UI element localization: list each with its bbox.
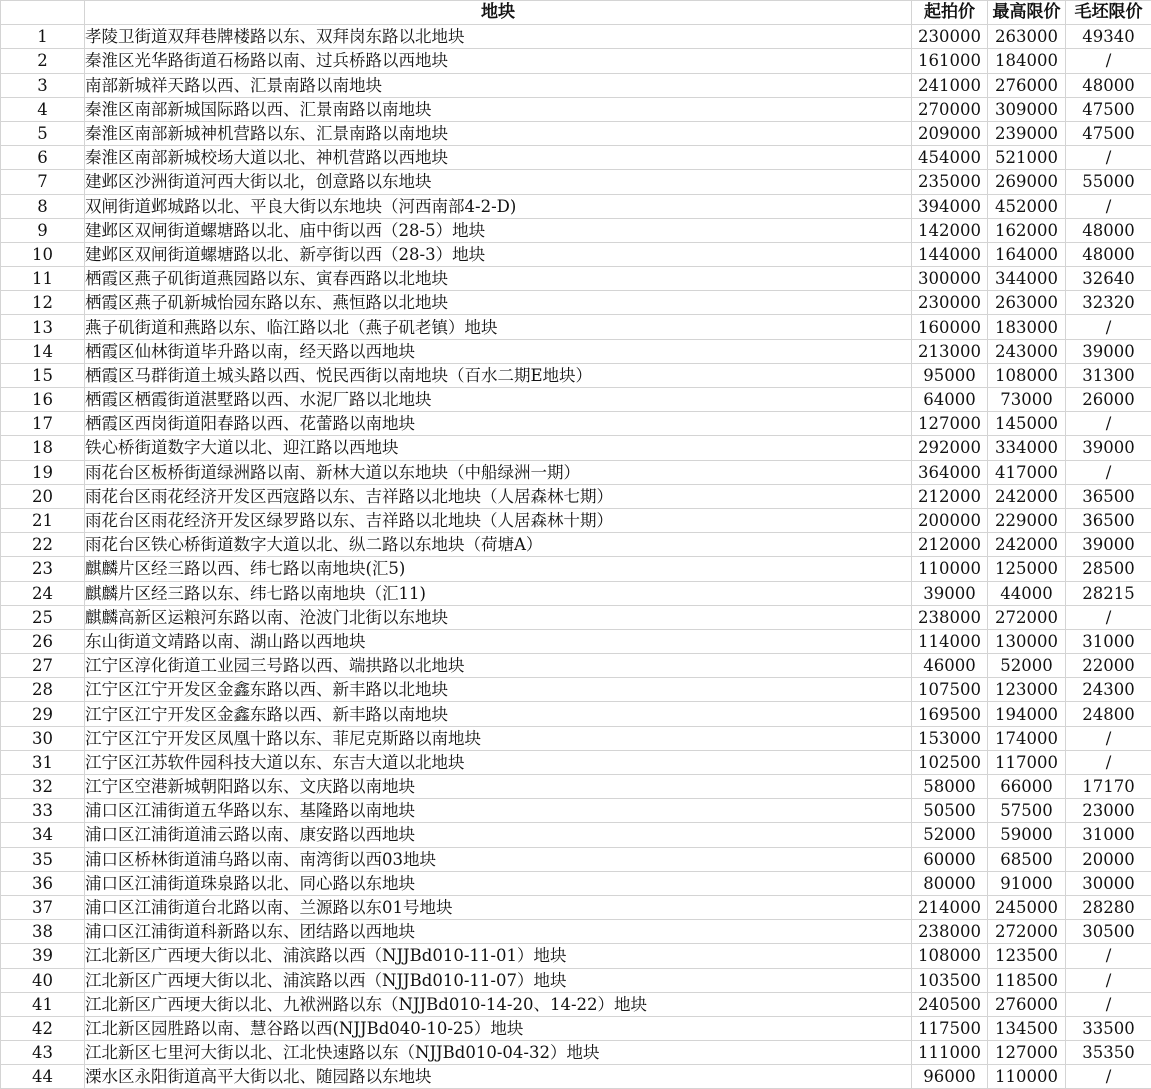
plot-name-cell[interactable]: 栖霞区燕子矶街道燕园路以东、寅春西路以北地块 [85, 267, 912, 291]
rough-price-cell[interactable]: / [1066, 460, 1151, 484]
plot-name-cell[interactable]: 秦淮区南部新城国际路以西、汇景南路以南地块 [85, 97, 912, 121]
max-price-cell[interactable]: 117000 [988, 750, 1066, 774]
rough-price-cell[interactable]: 36500 [1066, 508, 1151, 532]
row-index[interactable]: 36 [1, 871, 85, 895]
table-row [1, 218, 1151, 242]
max-price-cell[interactable]: 123000 [988, 678, 1066, 702]
row-index[interactable]: 12 [1, 291, 85, 315]
rough-price-cell[interactable]: 22000 [1066, 654, 1151, 678]
rough-price-cell[interactable]: 31000 [1066, 629, 1151, 653]
max-price-cell[interactable]: 183000 [988, 315, 1066, 339]
table-row [1, 146, 1151, 170]
start-price-cell[interactable]: 144000 [912, 242, 988, 266]
row-index[interactable]: 28 [1, 678, 85, 702]
row-index[interactable]: 40 [1, 968, 85, 992]
start-price-cell[interactable]: 230000 [912, 291, 988, 315]
plot-name-cell[interactable]: 栖霞区仙林街道毕升路以南，经天路以西地块 [85, 339, 912, 363]
header-plot[interactable]: 地块 [85, 1, 912, 25]
table-row [1, 315, 1151, 339]
row-index[interactable]: 39 [1, 944, 85, 968]
max-price-cell[interactable]: 110000 [988, 1065, 1066, 1089]
start-price-cell[interactable]: 153000 [912, 726, 988, 750]
table-row [1, 242, 1151, 266]
rough-price-cell[interactable]: 26000 [1066, 388, 1151, 412]
start-price-cell[interactable]: 160000 [912, 315, 988, 339]
row-index[interactable]: 9 [1, 218, 85, 242]
rough-price-cell[interactable]: 48000 [1066, 218, 1151, 242]
max-price-cell[interactable]: 68500 [988, 847, 1066, 871]
rough-price-cell[interactable]: 39000 [1066, 339, 1151, 363]
row-index[interactable]: 4 [1, 97, 85, 121]
max-price-cell[interactable]: 125000 [988, 557, 1066, 581]
table-row [1, 73, 1151, 97]
plot-name-cell[interactable]: 东山街道文靖路以南、湖山路以西地块 [85, 629, 912, 653]
max-price-cell[interactable]: 344000 [988, 267, 1066, 291]
header-row [1, 1, 1151, 25]
row-index[interactable]: 11 [1, 267, 85, 291]
start-price-cell[interactable]: 80000 [912, 871, 988, 895]
row-index[interactable]: 1 [1, 25, 85, 49]
plot-name-cell[interactable]: 雨花台区铁心桥街道数字大道以北、纵二路以东地块（荷塘A） [85, 533, 912, 557]
row-index[interactable]: 24 [1, 581, 85, 605]
rough-price-cell[interactable]: / [1066, 1065, 1151, 1089]
table-row [1, 944, 1151, 968]
plot-name-cell[interactable]: 江宁区江宁开发区凤凰十路以东、菲尼克斯路以南地块 [85, 726, 912, 750]
rough-price-cell[interactable]: 47500 [1066, 97, 1151, 121]
max-price-cell[interactable]: 130000 [988, 629, 1066, 653]
rough-price-cell[interactable]: 28215 [1066, 581, 1151, 605]
max-price-cell[interactable]: 334000 [988, 436, 1066, 460]
row-index[interactable]: 3 [1, 73, 85, 97]
plot-name-cell[interactable]: 燕子矶街道和燕路以东、临江路以北（燕子矶老镇）地块 [85, 315, 912, 339]
row-index[interactable]: 10 [1, 242, 85, 266]
plot-name-cell[interactable]: 南部新城祥天路以西、汇景南路以南地块 [85, 73, 912, 97]
start-price-cell[interactable]: 107500 [912, 678, 988, 702]
rough-price-cell[interactable]: 48000 [1066, 242, 1151, 266]
plot-name-cell[interactable]: 麒麟片区经三路以东、纬七路以南地块（汇11) [85, 581, 912, 605]
row-index[interactable]: 20 [1, 484, 85, 508]
row-index[interactable]: 22 [1, 533, 85, 557]
start-price-cell[interactable]: 114000 [912, 629, 988, 653]
plot-name-cell[interactable]: 溧水区永阳街道高平大街以北、随园路以东地块 [85, 1065, 912, 1089]
max-price-cell[interactable]: 242000 [988, 484, 1066, 508]
rough-price-cell[interactable]: / [1066, 49, 1151, 73]
rough-price-cell[interactable]: 30000 [1066, 871, 1151, 895]
plot-name-cell[interactable]: 江宁区淳化街道工业园三号路以西、端拱路以北地块 [85, 654, 912, 678]
rough-price-cell[interactable]: / [1066, 968, 1151, 992]
table-row [1, 968, 1151, 992]
max-price-cell[interactable]: 108000 [988, 363, 1066, 387]
max-price-cell[interactable]: 184000 [988, 49, 1066, 73]
plot-name-cell[interactable]: 雨花台区板桥街道绿洲路以南、新林大道以东地块（中船绿洲一期） [85, 460, 912, 484]
rough-price-cell[interactable]: / [1066, 726, 1151, 750]
table-row [1, 170, 1151, 194]
max-price-cell[interactable]: 127000 [988, 1041, 1066, 1065]
plot-name-cell[interactable]: 孝陵卫街道双拜巷牌楼路以东、双拜岗东路以北地块 [85, 25, 912, 49]
start-price-cell[interactable]: 300000 [912, 267, 988, 291]
rough-price-cell[interactable]: 24300 [1066, 678, 1151, 702]
rough-price-cell[interactable]: 48000 [1066, 73, 1151, 97]
plot-name-cell[interactable]: 秦淮区南部新城神机营路以东、汇景南路以南地块 [85, 121, 912, 145]
start-price-cell[interactable]: 240500 [912, 992, 988, 1016]
plot-name-cell[interactable]: 浦口区江浦街道科新路以东、团结路以西地块 [85, 920, 912, 944]
plot-name-cell[interactable]: 江北新区广西埂大街以北、九袱洲路以东（NJJBd010-14-20、14-22）地块 [85, 992, 912, 1016]
row-index[interactable]: 44 [1, 1065, 85, 1089]
rough-price-cell[interactable]: 23000 [1066, 799, 1151, 823]
rough-price-cell[interactable]: 36500 [1066, 484, 1151, 508]
plot-name-cell[interactable]: 雨花台区雨花经济开发区西寇路以东、吉祥路以北地块（人居森林七期） [85, 484, 912, 508]
plot-name-cell[interactable]: 铁心桥街道数字大道以北、迎江路以西地块 [85, 436, 912, 460]
table-row [1, 775, 1151, 799]
table-row [1, 484, 1151, 508]
rough-price-cell[interactable]: 49340 [1066, 25, 1151, 49]
table-row [1, 992, 1151, 1016]
max-price-cell[interactable]: 245000 [988, 895, 1066, 919]
max-price-cell[interactable]: 118500 [988, 968, 1066, 992]
max-price-cell[interactable]: 417000 [988, 460, 1066, 484]
row-index[interactable]: 16 [1, 388, 85, 412]
row-index[interactable]: 29 [1, 702, 85, 726]
table-row [1, 726, 1151, 750]
max-price-cell[interactable]: 239000 [988, 121, 1066, 145]
table-row [1, 436, 1151, 460]
plot-name-cell[interactable]: 建邺区双闸街道螺塘路以北、新亭街以西（28-3）地块 [85, 242, 912, 266]
table-row [1, 605, 1151, 629]
start-price-cell[interactable]: 111000 [912, 1041, 988, 1065]
row-index[interactable]: 26 [1, 629, 85, 653]
row-index[interactable]: 33 [1, 799, 85, 823]
rough-price-cell[interactable]: 32320 [1066, 291, 1151, 315]
plot-name-cell[interactable]: 栖霞区燕子矶新城怡园东路以东、燕恒路以北地块 [85, 291, 912, 315]
plot-name-cell[interactable]: 江宁区空港新城朝阳路以东、文庆路以南地块 [85, 775, 912, 799]
table-row [1, 678, 1151, 702]
plot-name-cell[interactable]: 浦口区桥林街道浦乌路以南、南湾街以西03地块 [85, 847, 912, 871]
table-row [1, 799, 1151, 823]
header-start-price[interactable]: 起拍价 [912, 1, 988, 25]
start-price-cell[interactable]: 292000 [912, 436, 988, 460]
table-row [1, 533, 1151, 557]
row-index[interactable]: 31 [1, 750, 85, 774]
row-index[interactable]: 14 [1, 339, 85, 363]
start-price-cell[interactable]: 96000 [912, 1065, 988, 1089]
plot-name-cell[interactable]: 栖霞区马群街道土城头路以西、悦民西街以南地块（百水二期E地块） [85, 363, 912, 387]
max-price-cell[interactable]: 145000 [988, 412, 1066, 436]
start-price-cell[interactable]: 58000 [912, 775, 988, 799]
table-row [1, 194, 1151, 218]
max-price-cell[interactable]: 269000 [988, 170, 1066, 194]
row-index[interactable]: 27 [1, 654, 85, 678]
rough-price-cell[interactable]: / [1066, 605, 1151, 629]
start-price-cell[interactable]: 103500 [912, 968, 988, 992]
row-index[interactable]: 37 [1, 895, 85, 919]
start-price-cell[interactable]: 60000 [912, 847, 988, 871]
max-price-cell[interactable]: 91000 [988, 871, 1066, 895]
row-index[interactable]: 35 [1, 847, 85, 871]
header-index[interactable] [1, 1, 85, 25]
rough-price-cell[interactable]: 31000 [1066, 823, 1151, 847]
max-price-cell[interactable]: 162000 [988, 218, 1066, 242]
max-price-cell[interactable]: 272000 [988, 920, 1066, 944]
rough-price-cell[interactable]: 39000 [1066, 533, 1151, 557]
row-index[interactable]: 34 [1, 823, 85, 847]
table-row [1, 363, 1151, 387]
max-price-cell[interactable]: 174000 [988, 726, 1066, 750]
table-row [1, 920, 1151, 944]
rough-price-cell[interactable]: 35350 [1066, 1041, 1151, 1065]
table-row [1, 557, 1151, 581]
row-index[interactable]: 2 [1, 49, 85, 73]
table-row [1, 871, 1151, 895]
start-price-cell[interactable]: 64000 [912, 388, 988, 412]
plot-name-cell[interactable]: 浦口区江浦街道浦云路以南、康安路以西地块 [85, 823, 912, 847]
max-price-cell[interactable]: 229000 [988, 508, 1066, 532]
start-price-cell[interactable]: 364000 [912, 460, 988, 484]
max-price-cell[interactable]: 276000 [988, 73, 1066, 97]
rough-price-cell[interactable]: 32640 [1066, 267, 1151, 291]
rough-price-cell[interactable]: 20000 [1066, 847, 1151, 871]
table-row [1, 1041, 1151, 1065]
max-price-cell[interactable]: 452000 [988, 194, 1066, 218]
start-price-cell[interactable]: 52000 [912, 823, 988, 847]
plot-name-cell[interactable]: 双闸街道邺城路以北、平良大街以东地块（河西南部4-2-D) [85, 194, 912, 218]
plot-name-cell[interactable]: 江宁区江宁开发区金鑫东路以西、新丰路以南地块 [85, 702, 912, 726]
table-row [1, 121, 1151, 145]
row-index[interactable]: 15 [1, 363, 85, 387]
table-row [1, 49, 1151, 73]
plot-name-cell[interactable]: 麒麟片区经三路以西、纬七路以南地块(汇5) [85, 557, 912, 581]
row-index[interactable]: 13 [1, 315, 85, 339]
table-row [1, 847, 1151, 871]
max-price-cell[interactable]: 263000 [988, 25, 1066, 49]
plot-name-cell[interactable]: 江北新区七里河大街以北、江北快速路以东（NJJBd010-04-32）地块 [85, 1041, 912, 1065]
rough-price-cell[interactable]: 24800 [1066, 702, 1151, 726]
table-row [1, 654, 1151, 678]
plot-name-cell[interactable]: 江北新区园胜路以南、慧谷路以西(NJJBd040-10-25）地块 [85, 1016, 912, 1040]
row-index[interactable]: 21 [1, 508, 85, 532]
rough-price-cell[interactable]: / [1066, 194, 1151, 218]
table-row [1, 291, 1151, 315]
table-row [1, 508, 1151, 532]
table-row [1, 581, 1151, 605]
rough-price-cell[interactable]: 30500 [1066, 920, 1151, 944]
max-price-cell[interactable]: 73000 [988, 388, 1066, 412]
row-index[interactable]: 42 [1, 1016, 85, 1040]
table-row [1, 629, 1151, 653]
start-price-cell[interactable]: 50500 [912, 799, 988, 823]
start-price-cell[interactable]: 110000 [912, 557, 988, 581]
row-index[interactable]: 17 [1, 412, 85, 436]
plot-name-cell[interactable]: 建邺区双闸街道螺塘路以北、庙中街以西（28-5）地块 [85, 218, 912, 242]
start-price-cell[interactable]: 39000 [912, 581, 988, 605]
table-row [1, 1016, 1151, 1040]
header-max-price[interactable]: 最高限价 [988, 1, 1066, 25]
rough-price-cell[interactable]: / [1066, 315, 1151, 339]
start-price-cell[interactable]: 117500 [912, 1016, 988, 1040]
table-row [1, 750, 1151, 774]
max-price-cell[interactable]: 44000 [988, 581, 1066, 605]
start-price-cell[interactable]: 127000 [912, 412, 988, 436]
max-price-cell[interactable]: 66000 [988, 775, 1066, 799]
max-price-cell[interactable]: 123500 [988, 944, 1066, 968]
table-row [1, 895, 1151, 919]
start-price-cell[interactable]: 169500 [912, 702, 988, 726]
start-price-cell[interactable]: 241000 [912, 73, 988, 97]
rough-price-cell[interactable]: / [1066, 412, 1151, 436]
plot-name-cell[interactable]: 建邺区沙洲街道河西大街以北，创意路以东地块 [85, 170, 912, 194]
start-price-cell[interactable]: 212000 [912, 533, 988, 557]
start-price-cell[interactable]: 102500 [912, 750, 988, 774]
plot-name-cell[interactable]: 秦淮区南部新城校场大道以北、神机营路以西地块 [85, 146, 912, 170]
start-price-cell[interactable]: 95000 [912, 363, 988, 387]
rough-price-cell[interactable]: 39000 [1066, 436, 1151, 460]
rough-price-cell[interactable]: / [1066, 944, 1151, 968]
rough-price-cell[interactable]: 31300 [1066, 363, 1151, 387]
start-price-cell[interactable]: 238000 [912, 605, 988, 629]
table-row [1, 97, 1151, 121]
plot-name-cell[interactable]: 江北新区广西埂大街以北、浦滨路以西（NJJBd010-11-07）地块 [85, 968, 912, 992]
plot-name-cell[interactable]: 浦口区江浦街道珠泉路以北、同心路以东地块 [85, 871, 912, 895]
max-price-cell[interactable]: 134500 [988, 1016, 1066, 1040]
max-price-cell[interactable]: 263000 [988, 291, 1066, 315]
start-price-cell[interactable]: 394000 [912, 194, 988, 218]
plot-name-cell[interactable]: 秦淮区光华路街道石杨路以南、过兵桥路以西地块 [85, 49, 912, 73]
max-price-cell[interactable]: 164000 [988, 242, 1066, 266]
table-row [1, 339, 1151, 363]
plot-name-cell[interactable]: 栖霞区西岗街道阳春路以西、花蕾路以南地块 [85, 412, 912, 436]
max-price-cell[interactable]: 52000 [988, 654, 1066, 678]
plot-name-cell[interactable]: 江宁区江苏软件园科技大道以东、东吉大道以北地块 [85, 750, 912, 774]
plot-name-cell[interactable]: 浦口区江浦街道台北路以南、兰源路以东01号地块 [85, 895, 912, 919]
row-index[interactable]: 7 [1, 170, 85, 194]
rough-price-cell[interactable]: 47500 [1066, 121, 1151, 145]
table-row [1, 460, 1151, 484]
start-price-cell[interactable]: 212000 [912, 484, 988, 508]
row-index[interactable]: 6 [1, 146, 85, 170]
start-price-cell[interactable]: 214000 [912, 895, 988, 919]
row-index[interactable]: 41 [1, 992, 85, 1016]
max-price-cell[interactable]: 276000 [988, 992, 1066, 1016]
row-index[interactable]: 30 [1, 726, 85, 750]
rough-price-cell[interactable]: / [1066, 750, 1151, 774]
table-row [1, 702, 1151, 726]
table-row [1, 1065, 1151, 1089]
rough-price-cell[interactable]: / [1066, 146, 1151, 170]
header-rough-price[interactable]: 毛坯限价 [1066, 1, 1151, 25]
max-price-cell[interactable]: 521000 [988, 146, 1066, 170]
row-index[interactable]: 38 [1, 920, 85, 944]
table-row [1, 25, 1151, 49]
table-row [1, 267, 1151, 291]
start-price-cell[interactable]: 238000 [912, 920, 988, 944]
row-index[interactable]: 43 [1, 1041, 85, 1065]
rough-price-cell[interactable]: 17170 [1066, 775, 1151, 799]
table-row [1, 412, 1151, 436]
table-row [1, 823, 1151, 847]
plot-name-cell[interactable]: 雨花台区雨花经济开发区绿罗路以东、吉祥路以北地块（人居森林十期） [85, 508, 912, 532]
start-price-cell[interactable]: 270000 [912, 97, 988, 121]
plot-name-cell[interactable]: 江宁区江宁开发区金鑫东路以西、新丰路以北地块 [85, 678, 912, 702]
start-price-cell[interactable]: 142000 [912, 218, 988, 242]
start-price-cell[interactable]: 108000 [912, 944, 988, 968]
row-index[interactable]: 5 [1, 121, 85, 145]
plot-name-cell[interactable]: 江北新区广西埂大街以北、浦滨路以西（NJJBd010-11-01）地块 [85, 944, 912, 968]
max-price-cell[interactable]: 57500 [988, 799, 1066, 823]
row-index[interactable]: 23 [1, 557, 85, 581]
start-price-cell[interactable]: 213000 [912, 339, 988, 363]
row-index[interactable]: 8 [1, 194, 85, 218]
plot-name-cell[interactable]: 栖霞区栖霞街道湛墅路以西、水泥厂路以北地块 [85, 388, 912, 412]
max-price-cell[interactable]: 194000 [988, 702, 1066, 726]
row-index[interactable]: 18 [1, 436, 85, 460]
start-price-cell[interactable]: 209000 [912, 121, 988, 145]
max-price-cell[interactable]: 272000 [988, 605, 1066, 629]
max-price-cell[interactable]: 243000 [988, 339, 1066, 363]
start-price-cell[interactable]: 200000 [912, 508, 988, 532]
start-price-cell[interactable]: 454000 [912, 146, 988, 170]
max-price-cell[interactable]: 59000 [988, 823, 1066, 847]
rough-price-cell[interactable]: 28500 [1066, 557, 1151, 581]
row-index[interactable]: 25 [1, 605, 85, 629]
max-price-cell[interactable]: 242000 [988, 533, 1066, 557]
table-row [1, 388, 1151, 412]
row-index[interactable]: 32 [1, 775, 85, 799]
start-price-cell[interactable]: 230000 [912, 25, 988, 49]
plot-name-cell[interactable]: 浦口区江浦街道五华路以东、基隆路以南地块 [85, 799, 912, 823]
rough-price-cell[interactable]: 55000 [1066, 170, 1151, 194]
start-price-cell[interactable]: 235000 [912, 170, 988, 194]
start-price-cell[interactable]: 161000 [912, 49, 988, 73]
row-index[interactable]: 19 [1, 460, 85, 484]
plot-name-cell[interactable]: 麒麟高新区运粮河东路以南、沧波门北街以东地块 [85, 605, 912, 629]
max-price-cell[interactable]: 309000 [988, 97, 1066, 121]
rough-price-cell[interactable]: / [1066, 992, 1151, 1016]
start-price-cell[interactable]: 46000 [912, 654, 988, 678]
rough-price-cell[interactable]: 28280 [1066, 895, 1151, 919]
rough-price-cell[interactable]: 33500 [1066, 1016, 1151, 1040]
